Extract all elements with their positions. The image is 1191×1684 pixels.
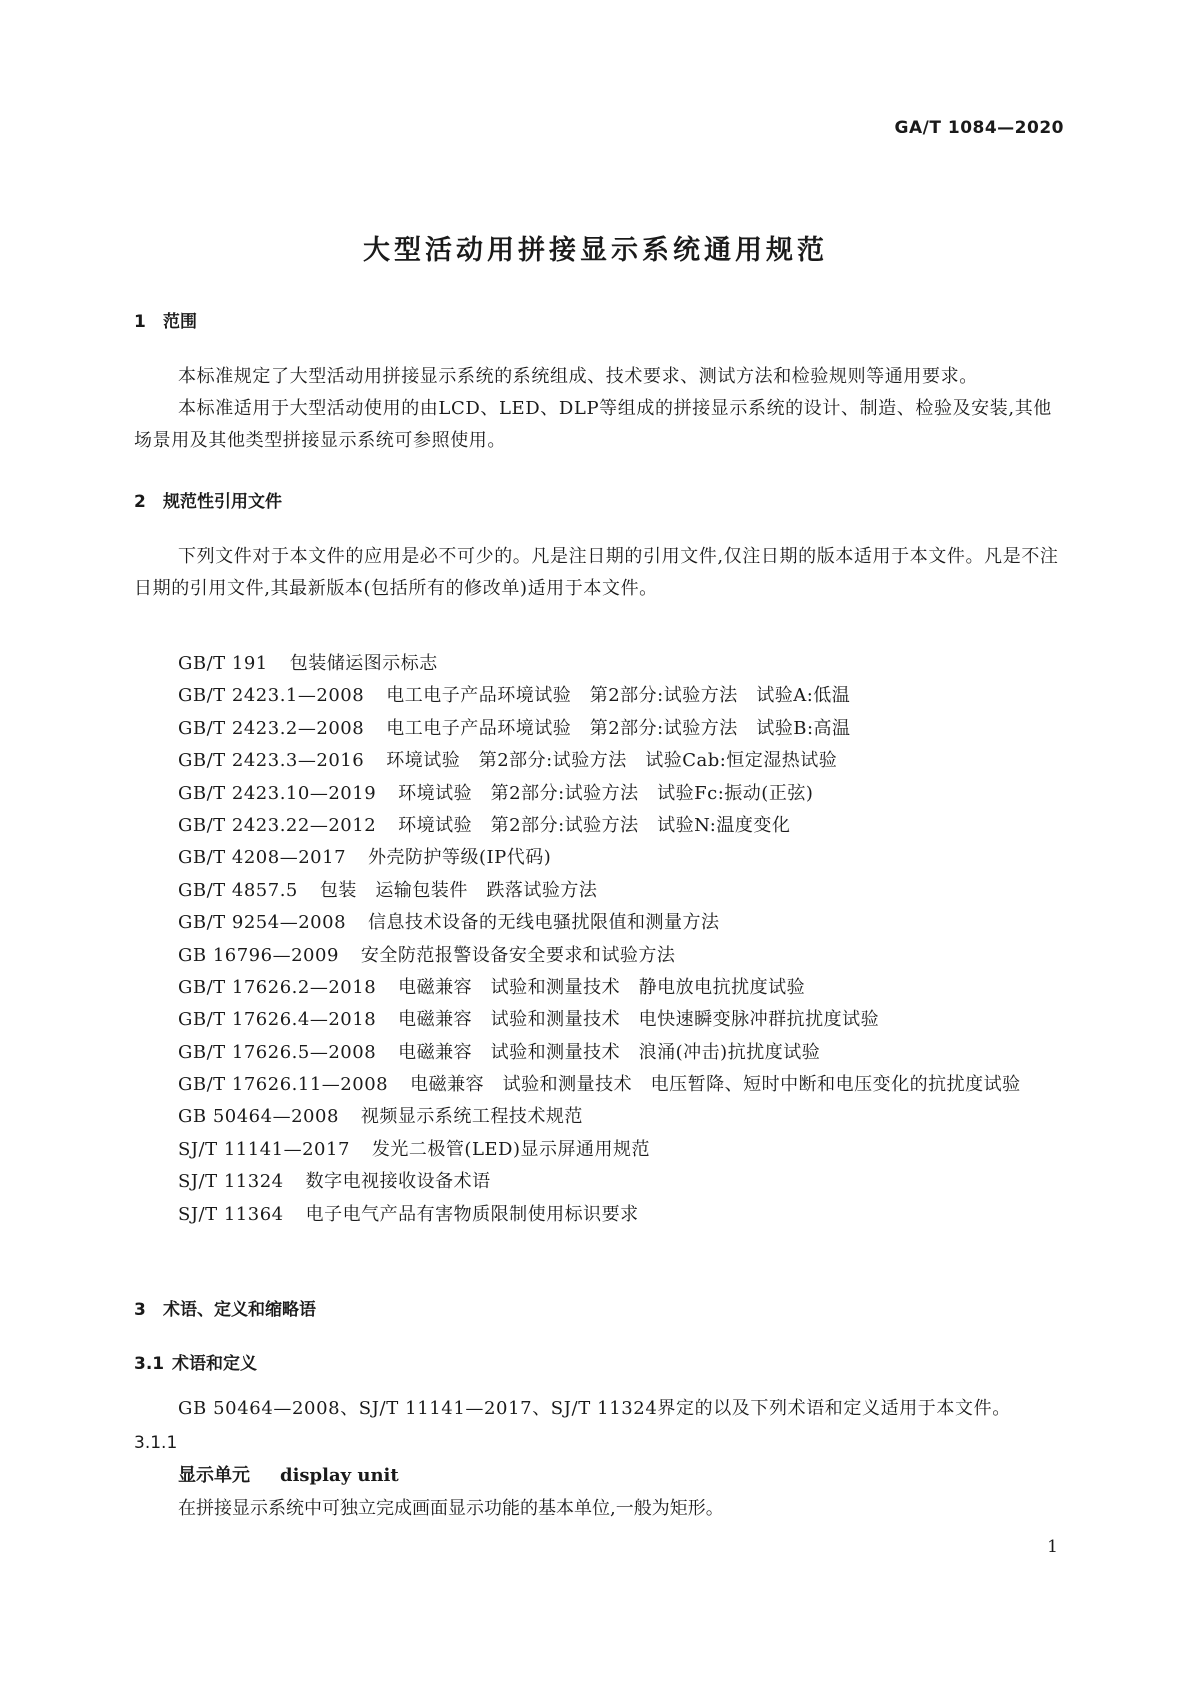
reference-code: SJ/T 11141—2017: [178, 1138, 350, 1160]
reference-item: [178, 810, 1063, 842]
term-chinese: 显示单元: [178, 1465, 250, 1486]
reference-code: GB/T 4208—2017: [178, 847, 347, 869]
reference-item: [178, 875, 1063, 907]
reference-item: [178, 972, 1063, 1004]
term-english: display unit: [280, 1465, 399, 1486]
reference-item: [178, 778, 1063, 810]
term-definition: 在拼接显示系统中可独立完成画面显示功能的基本单位,一般为矩形。: [178, 1498, 724, 1519]
reference-name: 发光二极管(LED)显示屏通用规范: [371, 1138, 650, 1160]
reference-name: 电磁兼容 试验和测量技术 静电放电抗扰度试验: [398, 976, 806, 998]
reference-item: [178, 1166, 1063, 1198]
section-title: 范围: [163, 312, 197, 332]
reference-item: [178, 680, 1063, 712]
section-number: 3.1: [134, 1354, 165, 1374]
reference-item: [178, 842, 1063, 874]
reference-name: 电工电子产品环境试验 第2部分:试验方法 试验A:低温: [386, 685, 851, 707]
reference-name: 信息技术设备的无线电骚扰限值和测量方法: [368, 912, 720, 934]
reference-item: [178, 713, 1063, 745]
reference-item: [178, 1037, 1063, 1069]
reference-code: SJ/T 11364: [178, 1203, 284, 1225]
reference-item: [134, 1069, 1063, 1101]
reference-name: 环境试验 第2部分:试验方法 试验N:温度变化: [398, 814, 791, 836]
reference-name: 安全防范报警设备安全要求和试验方法: [360, 944, 676, 966]
reference-name: 包装储运图示标志: [289, 653, 438, 674]
standard-code-header: GA/T 1084—2020: [894, 118, 1064, 138]
section-3-1-heading: [134, 1349, 257, 1374]
reference-code: GB/T 2423.22—2012: [178, 814, 377, 836]
terms-intro: GB 50464—2008、SJ/T 11141—2017、SJ/T 11324界定的以及下列术语和定义适用于本文件。: [178, 1398, 1011, 1419]
reference-code: GB/T 17626.2—2018: [178, 976, 377, 998]
reference-code: GB/T 2423.2—2008: [178, 717, 365, 739]
section-number: 2: [134, 492, 146, 512]
reference-item: [178, 745, 1063, 777]
reference-code: GB/T 2423.3—2016: [178, 750, 365, 772]
reference-code: GB 16796—2009: [178, 944, 339, 966]
reference-name: 电磁兼容 试验和测量技术 电压暂降、短时中断和电压变化的抗扰度试验: [410, 1074, 1021, 1096]
reference-item: [178, 907, 1063, 939]
section-1-heading: [134, 307, 197, 332]
scope-para-1: 本标准规定了大型活动用拼接显示系统的系统组成、技术要求、测试方法和检验规则等通用要求。: [178, 366, 978, 387]
reference-code: SJ/T 11324: [178, 1171, 284, 1193]
reference-code: GB/T 2423.10—2019: [178, 782, 377, 804]
reference-name: 电子电气产品有害物质限制使用标识要求: [305, 1203, 639, 1225]
reference-code: GB/T 17626.5—2008: [178, 1041, 377, 1063]
reference-item: [178, 940, 1063, 972]
section-title: 规范性引用文件: [163, 492, 282, 512]
term-heading: [178, 1461, 399, 1487]
reference-item: [178, 1134, 1063, 1166]
scope-para-2: 本标准适用于大型活动使用的由LCD、LED、DLP等组成的拼接显示系统的设计、制造、检验及安装,其他场景用及其他类型拼接显示系统可参照使用。: [134, 398, 1052, 451]
section-title: 术语和定义: [172, 1354, 257, 1374]
document-title: 大型活动用拼接显示系统通用规范: [363, 235, 828, 266]
reference-item: [178, 1004, 1063, 1036]
page-number: 1: [1047, 1537, 1058, 1557]
reference-name: 视频显示系统工程技术规范: [360, 1106, 583, 1128]
reference-name: 外壳防护等级(IP代码): [368, 847, 552, 869]
reference-code: GB/T 9254—2008: [178, 912, 347, 934]
reference-name: 环境试验 第2部分:试验方法 试验Cab:恒定湿热试验: [386, 750, 838, 772]
reference-code: GB/T 191: [178, 653, 268, 674]
reference-code: GB 50464—2008: [178, 1106, 339, 1128]
reference-code: GB/T 17626.4—2018: [178, 1009, 377, 1031]
reference-code: GB/T 17626.11—2008: [178, 1074, 389, 1096]
reference-item: [178, 1199, 1063, 1231]
reference-name: 数字电视接收设备术语: [305, 1171, 491, 1193]
reference-code: GB/T 4857.5: [178, 879, 298, 901]
references-intro: 下列文件对于本文件的应用是必不可少的。凡是注日期的引用文件,仅注日期的版本适用于本文件。凡是不注日期的引用文件,其最新版本(包括所有的修改单)适用于本文件。: [134, 546, 1059, 599]
reference-name: 电磁兼容 试验和测量技术 电快速瞬变脉冲群抗扰度试验: [398, 1009, 880, 1031]
reference-name: 电工电子产品环境试验 第2部分:试验方法 试验B:高温: [386, 717, 851, 739]
section-3-heading: [134, 1295, 316, 1320]
reference-name: 包装 运输包装件 跌落试验方法: [319, 879, 598, 901]
section-title: 术语、定义和缩略语: [163, 1300, 316, 1320]
reference-name: 电磁兼容 试验和测量技术 浪涌(冲击)抗扰度试验: [398, 1041, 821, 1063]
section-number: 1: [134, 312, 146, 332]
section-number: 3: [134, 1300, 146, 1320]
reference-list: [178, 648, 1063, 1231]
reference-name: 环境试验 第2部分:试验方法 试验Fc:振动(正弦): [398, 782, 814, 804]
section-2-heading: [134, 487, 282, 512]
reference-item: [178, 1101, 1063, 1133]
reference-code: GB/T 2423.1—2008: [178, 685, 365, 707]
reference-item: [178, 648, 1063, 680]
section-3-1-1-number: 3.1.1: [134, 1433, 178, 1453]
